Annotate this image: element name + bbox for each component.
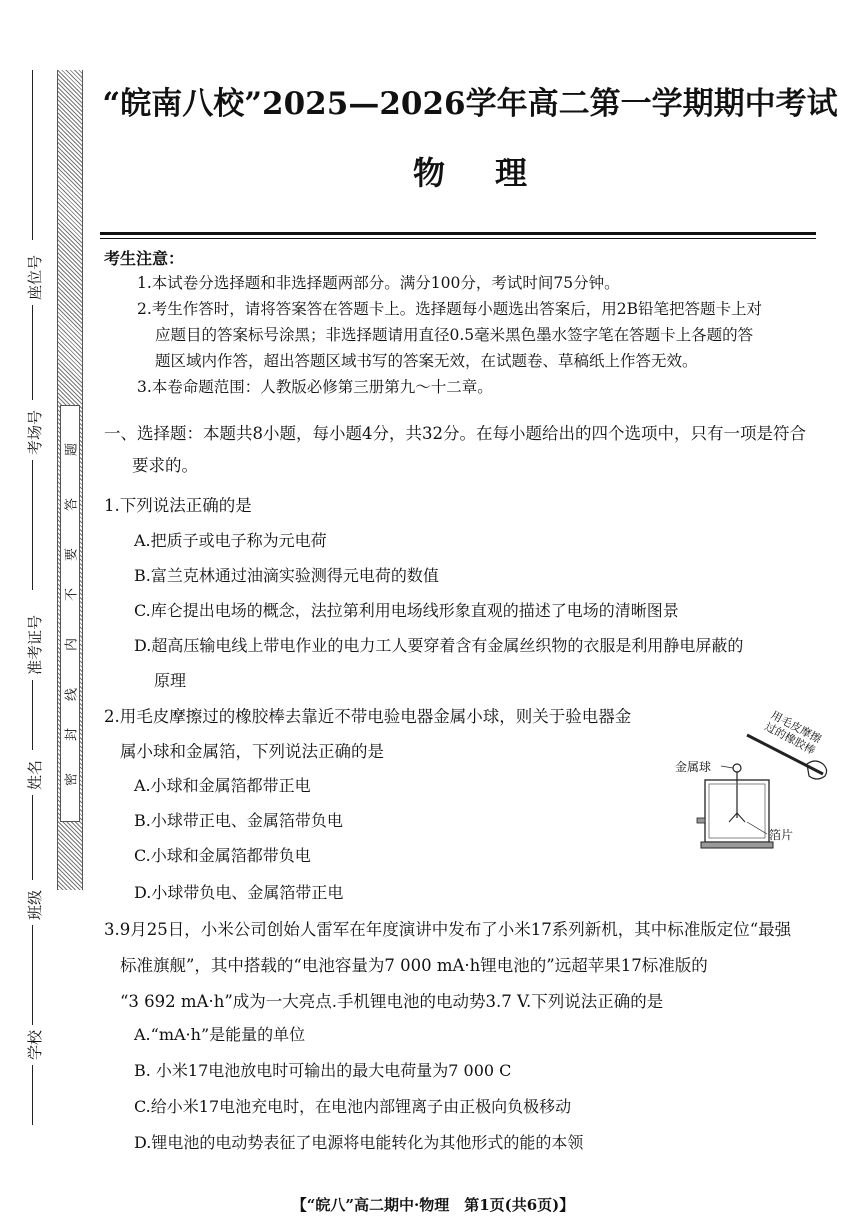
question-1-option-a: A.把质子或电子称为元电荷 <box>134 531 327 550</box>
question-3-option-a: A.“mA·h”是能量的单位 <box>134 1025 306 1044</box>
question-2-option-a: A.小球和金属箔都带正电 <box>134 776 311 795</box>
section-heading <box>104 418 824 482</box>
admission-number-label: 准考证号 <box>26 614 44 675</box>
name-label: 姓名 <box>26 759 44 790</box>
notice-item: 应题目的答案标号涂黑；非选择题请用直径0.5毫米黑色墨水签字笔在答题卡上各题的答 <box>155 326 754 344</box>
margin-line <box>32 70 33 240</box>
seal-char: 要 <box>64 548 80 562</box>
figure-label-rod: 用毛皮摩擦过的橡胶棒 <box>762 708 824 758</box>
header-rule-thin <box>100 238 816 239</box>
question-3-option-d: D.锂电池的电动势表征了电源将电能转化为其他形式的能的本领 <box>134 1133 584 1152</box>
header-rule <box>100 232 816 235</box>
class-label: 班级 <box>26 889 44 920</box>
seal-char: 密 <box>64 773 80 787</box>
notice-item: 3.本卷命题范围：人教版必修第三册第九～十二章。 <box>137 378 493 396</box>
question-3-option-b: B. 小米17电池放电时可输出的最大电荷量为7 000 C <box>134 1061 512 1080</box>
question-3-stem-cont: 标准旗舰”，其中搭载的“电池容量为7 000 mA·h锂电池的”远超苹果17标准版的 <box>120 956 708 975</box>
subject-title: 物理 <box>412 154 577 192</box>
notice-title: 考生注意： <box>104 249 185 268</box>
exam-title: “皖南八校”2025—2026学年高二第一学期期中考试 <box>102 86 838 122</box>
exam-room-label: 考场号 <box>26 409 44 455</box>
case-base <box>701 842 773 848</box>
electroscope-figure <box>675 708 835 858</box>
seal-char: 答 <box>64 498 80 512</box>
notice-item: 1.本试卷分选择题和非选择题两部分。满分100分，考试时间75分钟。 <box>137 274 620 292</box>
notice-item: 题区域内作答，超出答题区域书写的答案无效，在试题卷、草稿纸上作答无效。 <box>155 352 698 370</box>
question-1-stem: 1.下列说法正确的是 <box>104 496 252 515</box>
seat-number-label: 座位号 <box>26 254 44 300</box>
question-3-stem: 3.9月25日，小米公司创始人雷军在年度演讲中发布了小米17系列新机，其中标准版定位“最强 <box>104 920 792 939</box>
metal-ball <box>733 764 741 772</box>
question-1-option-c: C.库仑提出电场的概念，法拉第利用电场线形象直观的描述了电场的清晰图景 <box>134 601 679 620</box>
school-label: 学校 <box>26 1029 44 1060</box>
question-2-option-d: D.小球带负电、金属箔带正电 <box>134 883 344 902</box>
question-2-option-b: B.小球带正电、金属箔带负电 <box>134 811 343 830</box>
question-3-option-c: C.给小米17电池充电时，在电池内部锂离子由正极向负极移动 <box>134 1097 572 1116</box>
question-3-stem-cont: “3 692 mA·h”成为一大亮点.手机锂电池的电动势3.7 V.下列说法正确的是 <box>120 992 664 1011</box>
seal-char: 不 <box>64 588 80 602</box>
figure-label-ball: 金属球 <box>675 760 712 774</box>
margin-line <box>32 305 33 400</box>
question-1-option-b: B.富兰克林通过油滴实验测得元电荷的数值 <box>134 566 439 585</box>
seal-char: 封 <box>64 728 80 742</box>
margin-line <box>32 460 33 590</box>
question-2-stem-cont: 属小球和金属箔，下列说法正确的是 <box>120 742 384 761</box>
seal-char: 内 <box>64 638 80 652</box>
seal-line-box <box>60 405 80 822</box>
question-2-option-c: C.小球和金属箔都带负电 <box>134 846 311 865</box>
notice-item: 2.考生作答时，请将答案答在答题卡上。选择题每小题选出答案后，用2B铅笔把答题卡上对 <box>137 300 763 318</box>
seal-char: 线 <box>64 688 80 702</box>
page-footer: 【“皖八”高二期中·物理 第1页(共6页)】 <box>291 1196 575 1214</box>
section-heading-line: 一、选择题：本题共8小题，每小题4分，共32分。在每小题给出的四个选项中，只有一项是符合 <box>104 424 806 443</box>
question-1-option-d-cont: 原理 <box>154 671 187 690</box>
foil-right <box>737 813 745 822</box>
foil-left <box>729 813 737 822</box>
margin-line <box>32 925 33 1025</box>
margin-line <box>32 795 33 880</box>
question-2-stem: 2.用毛皮摩擦过的橡胶棒去靠近不带电验电器金属小球，则关于验电器金 <box>104 707 632 726</box>
figure-label-foil: 箔片 <box>769 828 794 842</box>
question-1-option-d: D.超高压输电线上带电作业的电力工人要穿着含有金属丝织物的衣服是利用静电屏蔽的 <box>134 636 744 655</box>
section-heading-line: 要求的。 <box>132 456 198 475</box>
margin-line <box>32 680 33 750</box>
ground-terminal <box>697 818 705 823</box>
margin-line <box>32 1065 33 1125</box>
seal-char: 题 <box>64 443 80 457</box>
